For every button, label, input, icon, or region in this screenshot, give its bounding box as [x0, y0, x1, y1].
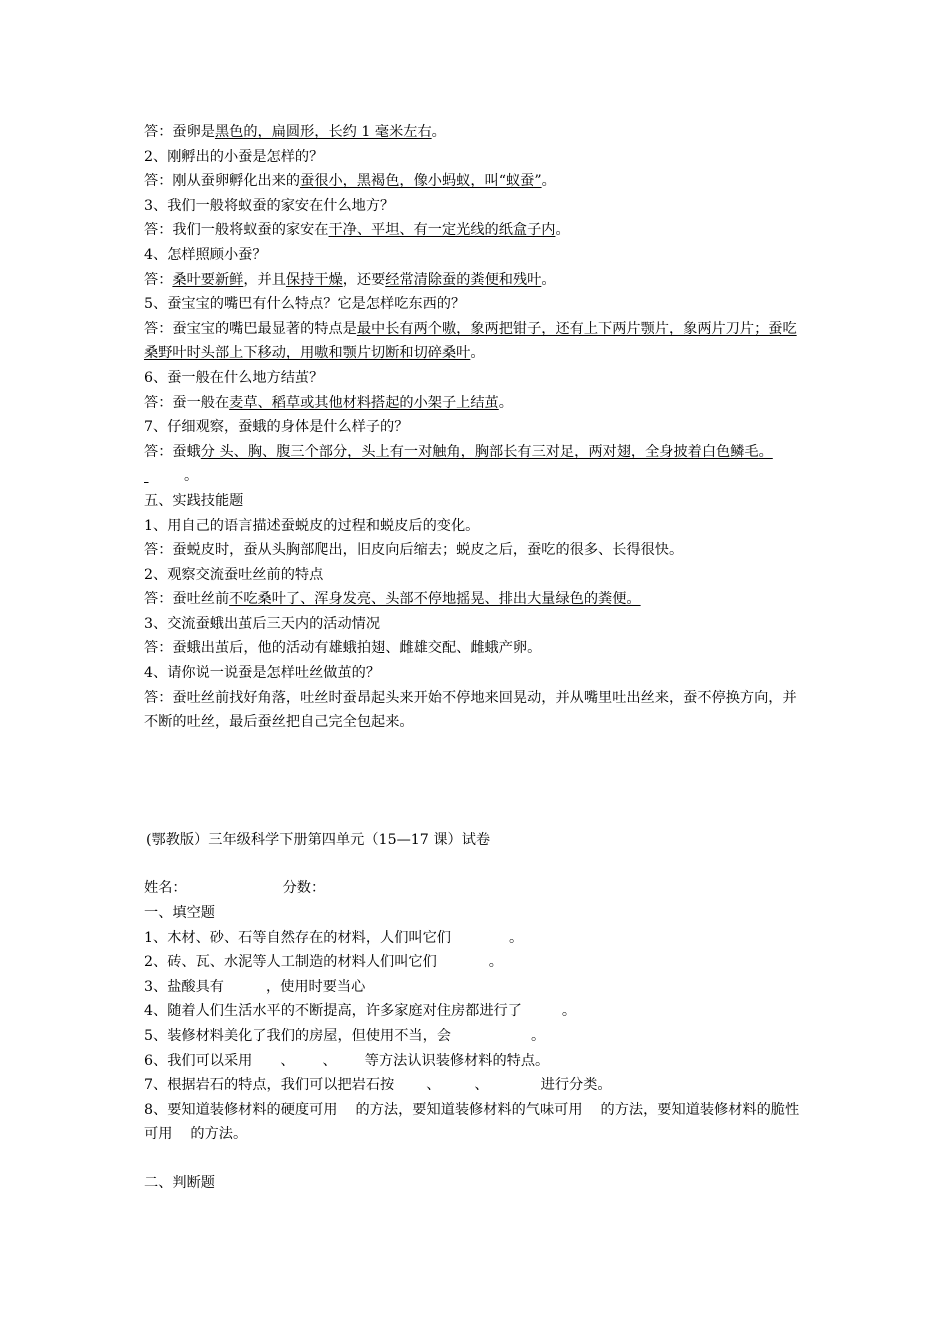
answer-7 — [144, 440, 809, 489]
answer-text: 答：蚕宝宝的嘴巴最显著的特点是 — [144, 320, 357, 337]
practice-answer-3: 答：蚕蛾出茧后，他的活动有雄蛾拍翅、雌雄交配、雌蛾产卵。 — [144, 640, 542, 657]
fill-question-3 — [144, 975, 809, 1000]
question-text: 6、我们可以采用 — [144, 1052, 253, 1069]
spacer — [144, 852, 809, 876]
fill-question-5 — [144, 1024, 809, 1049]
underlined-answer: 保持干燥 — [285, 271, 343, 288]
practice-answer-1: 答：蚕蜕皮时，蚕从头胸部爬出，旧皮向后缩去；蜕皮之后，蚕吃的很多、长得很快。 — [144, 542, 684, 559]
underlined-answer: 分 头、胸、腹三个部分，头上有一对触角，胸部长有三对足，两对翅，全身披着白色鳞毛。 — [200, 443, 773, 460]
exam-title: (鄂教版）三年级科学下册第四单元（15—17 课）试卷 — [146, 831, 491, 848]
practice-question-4: 4、请你说一说蚕是怎样吐丝做茧的？ — [144, 665, 381, 682]
underlined-answer: 经常清除蚕的粪便和残叶 — [385, 271, 542, 288]
answer-3 — [144, 218, 809, 243]
punctuation: 。 — [470, 345, 485, 362]
underlined-answer: 麦草、稻草或其他材料搭起的小架子上结茧 — [229, 394, 499, 411]
fill-question-4 — [144, 999, 809, 1024]
answer-text: ，还要 — [342, 271, 386, 288]
fill-question-1 — [144, 926, 809, 951]
question-text: 2、砖、瓦、水泥等人工制造的材料人们叫它们 — [144, 954, 437, 971]
punctuation: 、 — [322, 1052, 337, 1069]
fill-question-8: 8、要知道装修材料的硬度可用 的方法，要知道装修材料的气味可用 的方法，要知道装修材料的脆性可用 的方法。 — [144, 1101, 800, 1143]
answer-4 — [144, 268, 809, 293]
practice-question-3: 3、交流蚕蛾出茧后三天内的活动情况 — [144, 615, 381, 632]
spacer — [144, 735, 809, 828]
answer-text: 答：蚕蛾 — [144, 443, 201, 460]
underlined-answer: 不吃桑叶了、浑身发亮、头部不停地摇晃、排出大量绿色的粪便。 — [229, 591, 641, 608]
question-2: 2、刚孵出的小蚕是怎样的？ — [144, 148, 324, 165]
practice-answer-2 — [144, 587, 809, 612]
fill-question-6 — [144, 1049, 809, 1074]
document-page — [144, 120, 809, 1196]
punctuation: 。 — [530, 1028, 546, 1044]
underlined-answer: 黑色的，扁圆形，长约 1 毫米左右 — [214, 124, 432, 140]
question-3: 3、我们一般将蚁蚕的家安在什么地方？ — [144, 197, 395, 214]
question-text: 1、木材、砂、石等自然存在的材料，人们叫它们 — [144, 929, 451, 946]
underlined-answer: 桑叶要新鲜 — [172, 271, 244, 288]
spacer — [144, 1147, 809, 1171]
punctuation: 。 — [541, 173, 556, 190]
answer-text: 答：蚕一般在 — [144, 394, 230, 411]
answer-text: 答：蚕卵是 — [144, 124, 215, 140]
score-label: 分数： — [282, 880, 326, 897]
answer-1 — [144, 120, 809, 145]
question-text: 5、装修材料美化了我们的房屋，但使用不当，会 — [144, 1028, 451, 1044]
punctuation: 。 — [561, 1003, 577, 1020]
answer-text: 答：蚕吐丝前 — [144, 591, 230, 608]
practice-question-1: 1、用自己的语言描述蚕蜕皮的过程和蜕皮后的变化。 — [144, 517, 480, 534]
fill-question-2 — [144, 950, 809, 975]
section-heading-1: 一、填空题 — [144, 905, 215, 922]
question-text: ，使用时要当心 — [265, 978, 366, 995]
punctuation: 、 — [474, 1077, 489, 1094]
question-text: 3、盐酸具有 — [144, 978, 224, 995]
punctuation: 、 — [280, 1052, 295, 1069]
practice-answer-4: 答：蚕吐丝前找好角落，吐丝时蚕昂起头来开始不停地来回晃动，并从嘴里吐出丝来，蚕不停换方向，并不断的吐丝，最后蚕丝把自己完全包起来。 — [144, 689, 797, 731]
question-4: 4、怎样照顾小蚕？ — [144, 246, 267, 263]
answer-text: 答：刚从蚕卵孵化出来的 — [144, 173, 301, 190]
question-text: 7、根据岩石的特点，我们可以把岩石按 — [144, 1077, 395, 1094]
section-heading-5: 五、实践技能题 — [144, 492, 244, 509]
question-6: 6、蚕一般在什么地方结茧？ — [144, 369, 324, 386]
punctuation: 。 — [431, 124, 446, 140]
underlined-answer: 最中长有两个嗷，象两把钳子，还有上下两片颚片，象两片刀片；蚕吃桑野叶时头部上下移动，用嗷和颚片切断和切碎桑叶 — [144, 320, 797, 362]
question-text: 4、随着人们生活水平的不断提高，许多家庭对住房都进行了 — [144, 1003, 522, 1020]
punctuation: 。 — [508, 929, 524, 946]
punctuation: 。 — [555, 222, 570, 239]
practice-question-2: 2、观察交流蚕吐丝前的特点 — [144, 566, 324, 583]
question-7: 7、仔细观察，蚕蛾的身体是什么样子的？ — [144, 419, 409, 436]
name-label: 姓名： — [144, 880, 187, 897]
name-score-row — [144, 876, 809, 901]
answer-text: 答：我们一般将蚁蚕的家安在 — [144, 222, 329, 239]
punctuation: 。 — [488, 954, 503, 971]
section-heading-2: 二、判断题 — [144, 1174, 215, 1191]
answer-2 — [144, 169, 809, 194]
punctuation: 。 — [184, 468, 199, 485]
blank-underline — [144, 464, 184, 489]
punctuation: 。 — [498, 394, 513, 411]
underlined-answer: 蚕很小，黑褐色，像小蚂蚁，叫“蚁蚕” — [300, 173, 542, 190]
question-text: 进行分类。 — [540, 1077, 612, 1094]
answer-5 — [144, 317, 809, 366]
punctuation: 、 — [426, 1077, 441, 1094]
underlined-answer: 干净、平坦、有一定光线的纸盒子内 — [328, 222, 556, 239]
answer-text: 答： — [144, 271, 173, 288]
question-text: 等方法认识装修材料的特点。 — [364, 1052, 550, 1069]
answer-6 — [144, 391, 809, 416]
answer-text: ，并且 — [243, 271, 286, 288]
fill-question-7 — [144, 1073, 809, 1098]
question-5: 5、蚕宝宝的嘴巴有什么特点？它是怎样吃东西的？ — [144, 296, 466, 313]
punctuation: 。 — [541, 271, 556, 288]
